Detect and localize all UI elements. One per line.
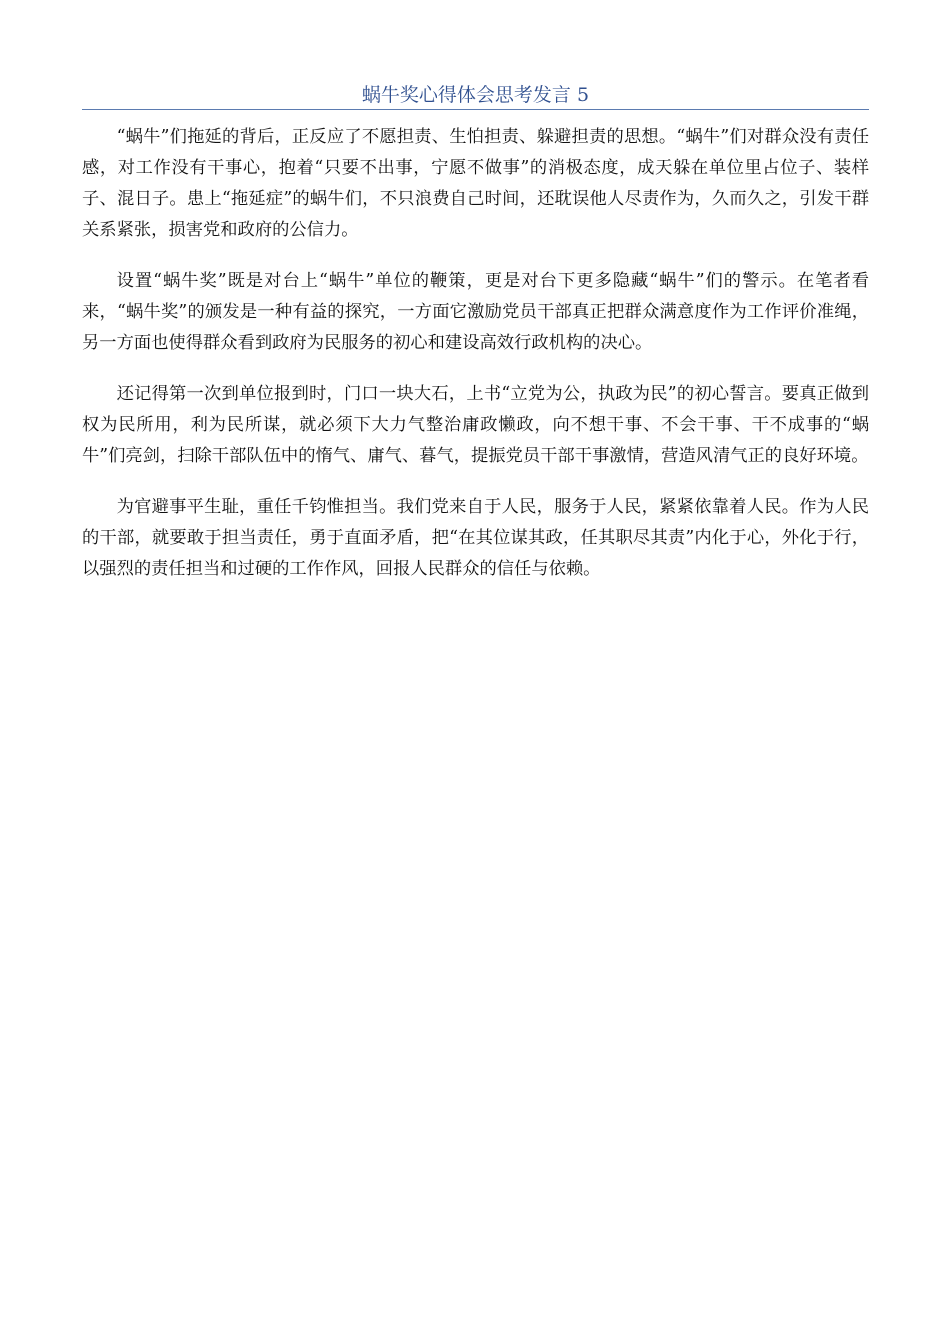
paragraph-3: 还记得第一次到单位报到时，门口一块大石，上书“立党为公，执政为民”的初心誓言。要真正做到权为民所用，利为民所谋，就必须下大力气整治庸政懒政，向不想干事、不会干事、干不成事的“蜗牛”们亮剑，扫除干部队伍中的惰气、庸气、暮气，提振党员干部干事激情，营造风清气正的良好环境。 [82,384,869,466]
paragraph-4: 为官避事平生耻，重任千钧惟担当。我们党来自于人民，服务于人民，紧紧依靠着人民。作为人民的干部，就要敢于担当责任，勇于直面矛盾，把“在其位谋其政，任其职尽其责”内化于心，外化于行，以强烈的责任担当和过硬的工作作风，回报人民群众的信任与依赖。 [82,497,869,579]
document-body [82,122,869,605]
header-divider [82,109,869,110]
paragraph-1: “蜗牛”们拖延的背后，正反应了不愿担责、生怕担责、躲避担责的思想。“蜗牛”们对群众没有责任感，对工作没有干事心，抱着“只要不出事，宁愿不做事”的消极态度，成天躲在单位里占位子、装样子、混日子。患上“拖延症”的蜗牛们，不只浪费自己时间，还耽误他人尽责作为，久而久之，引发干群关系紧张，损害党和政府的公信力。 [82,127,869,240]
document-title: 蜗牛奖心得体会思考发言 5 [361,84,590,106]
paragraph-2: 设置“蜗牛奖”既是对台上“蜗牛”单位的鞭策，更是对台下更多隐藏“蜗牛”们的警示。在笔者看来，“蜗牛奖”的颁发是一种有益的探究，一方面它激励党员干部真正把群众满意度作为工作评价准绳，另一方面也使得群众看到政府为民服务的初心和建设高效行政机构的决心。 [82,271,869,353]
